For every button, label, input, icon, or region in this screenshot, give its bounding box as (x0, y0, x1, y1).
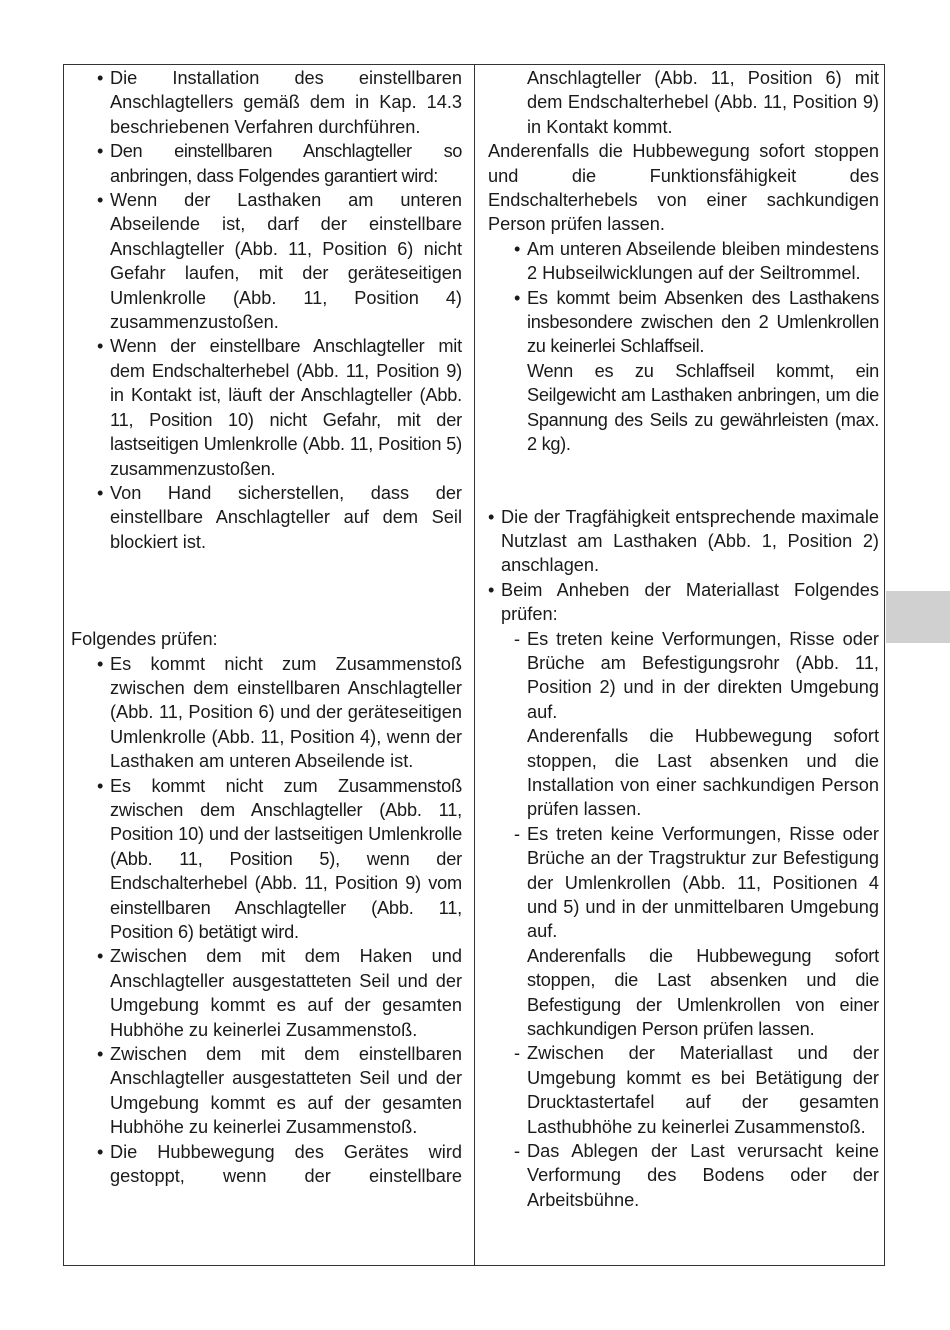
list-item: • Es kommt nicht zum Zusammenstoß zwischen dem Anschlagteller (Abb. 11, Position 10) und der lastseitigen Umlenkrolle (Abb. 11, Position 5), wenn der Endschalterhebel (Abb. 11, Position 9) vom einstellbaren Anschlagteller (Abb. 11, Position 6) betätigt wird. (97, 775, 462, 942)
list-item: • Es kommt beim Absenken des Lasthakens insbesondere zwischen den 2 Umlenkrollen zu keinerlei Schlaffseil. (514, 287, 879, 357)
bullet-marker: • (97, 141, 104, 162)
list-item: • Die Installation des einstellbaren Anschlagtellers gemäß dem in Kap. 14.3 beschriebenen Verfahren durchführen. (97, 68, 462, 137)
list-item: • Wenn der einstellbare Anschlagteller mit dem Endschalterhebel (Abb. 11, Position 9) in Kontakt ist, läuft der Anschlagteller (Abb. 11, Position 10) nicht Gefahr, mit der lastseitigen Umlenkrolle (Abb. 11, Position 5) zusammenzustoßen. (97, 336, 462, 479)
list-item: • Beim Anheben der Materiallast Folgendes prüfen: (488, 579, 879, 625)
rope-bullet-list (488, 237, 879, 359)
bullet-marker: • (97, 1044, 104, 1065)
list-item: • Zwischen dem mit dem einstellbaren Anschlagteller ausgestatteten Seil und der Umgebung kommt es auf der gesamten Hubhöhe zu keinerlei Zusammenstoß. (97, 1044, 462, 1138)
list-item: - Das Ablegen der Last verursacht keine Verformung des Bodens oder der Arbeitsbühne. (514, 1141, 879, 1210)
warning-paragraph: Anderenfalls die Hubbewegung sofort stoppen und die Funktionsfähigkeit des Endschalterhebels von einer sachkundigen Person prüfen lassen. (488, 141, 879, 235)
bullet-marker: • (97, 68, 104, 88)
check-intro: Folgendes prüfen: (71, 629, 218, 650)
continuation-text: Anschlagteller (Abb. 11, Position 6) mit dem Endschalterhebel (Abb. 11, Position 9) in Kontakt kommt. (527, 68, 879, 137)
column-divider (474, 64, 475, 1266)
bullet-marker: • (97, 336, 104, 357)
list-item: • Die Hubbewegung des Gerätes wird gestoppt, wenn der einstellbare (97, 1141, 462, 1187)
bullet-marker: • (97, 190, 104, 211)
list-item: • Es kommt nicht zum Zusammenstoß zwischen dem einstellbaren Anschlagteller (Abb. 11, Position 6) und der geräteseitigen Umlenkrolle (Abb. 11, Position 4), wenn der Lasthaken am unteren Abseilende ist. (97, 653, 462, 772)
bullet-marker: • (488, 506, 495, 527)
list-item: • Von Hand sicherstellen, dass der einstellbare Anschlagteller auf dem Seil blockiert ist. (97, 482, 462, 552)
chapter-tab (886, 591, 950, 643)
list-item: • Am unteren Abseilende bleiben mindestens 2 Hubseilwicklungen auf der Seiltrommel. (514, 238, 879, 284)
bullet-marker: • (97, 1141, 104, 1162)
check-bullet-list (71, 652, 462, 1189)
list-item: • Den einstellbaren Anschlagteller so anbringen, dass Folgendes garantiert wird: (97, 141, 462, 186)
bullet-marker: • (97, 653, 104, 674)
dash-marker: - (514, 1043, 521, 1064)
list-item: - Es treten keine Verformungen, Risse oder Brüche an der Tragstruktur zur Befestigung der Umlenkrollen (Abb. 11, Positionen 4 und 5) und in der unmittelbaren Umgebung auf. (514, 823, 879, 942)
list-item-note: Anderenfalls die Hubbewegung sofort stoppen, die Last absenken und die Befestigung der Umlenkrollen von einer sachkundigen Person prüfen lassen. (527, 945, 879, 1040)
setup-bullet-list (71, 66, 462, 554)
bullet-marker: • (97, 482, 104, 503)
slack-rope-note: Wenn es zu Schlaffseil kommt, ein Seilgewicht am Lasthaken anbringen, um die Spannung des Seils zu gewährleisten (max. 2 kg). (527, 360, 879, 455)
list-item: - Es treten keine Verformungen, Risse oder Brüche am Befestigungsrohr (Abb. 11, Position 2) und in der direkten Umgebung auf. (514, 628, 879, 722)
list-item: • Zwischen dem mit dem Haken und Anschlagteller ausgestatteten Seil und der Umgebung kommt es auf der gesamten Hubhöhe zu keinerlei Zusammenstoß. (97, 946, 462, 1040)
right-column (488, 66, 879, 1212)
list-item: • Die der Tragfähigkeit entsprechende maximale Nutzlast am Lasthaken (Abb. 1, Position 2) anschlagen. (488, 506, 879, 576)
dash-marker: - (514, 823, 521, 844)
left-column (71, 66, 462, 1188)
lift-check-list (488, 627, 879, 1213)
bullet-marker: • (514, 287, 521, 308)
bullet-marker: • (97, 775, 104, 796)
bullet-marker: • (514, 238, 521, 259)
list-item-note: Anderenfalls die Hubbewegung sofort stoppen, die Last absenken und die Installation von einer sachkundigen Person prüfen lassen. (527, 726, 879, 820)
dash-marker: - (514, 1141, 521, 1162)
list-item: - Zwischen der Materiallast und der Umgebung kommt es bei Betätigung der Drucktastertafel auf der gesamten Lasthubhöhe zu keinerlei Zusammenstoß. (514, 1043, 879, 1137)
dash-marker: - (514, 628, 521, 649)
bullet-marker: • (97, 946, 104, 967)
list-item: • Wenn der Lasthaken am unteren Abseilende ist, darf der einstellbare Anschlagteller (Abb. 11, Position 6) nicht Gefahr laufen, mit der geräteseitigen Umlenkrolle (Abb. 11, Position 4) zusammenzustoßen. (97, 190, 462, 333)
bullet-marker: • (488, 579, 495, 600)
load-bullet-list (488, 505, 879, 627)
